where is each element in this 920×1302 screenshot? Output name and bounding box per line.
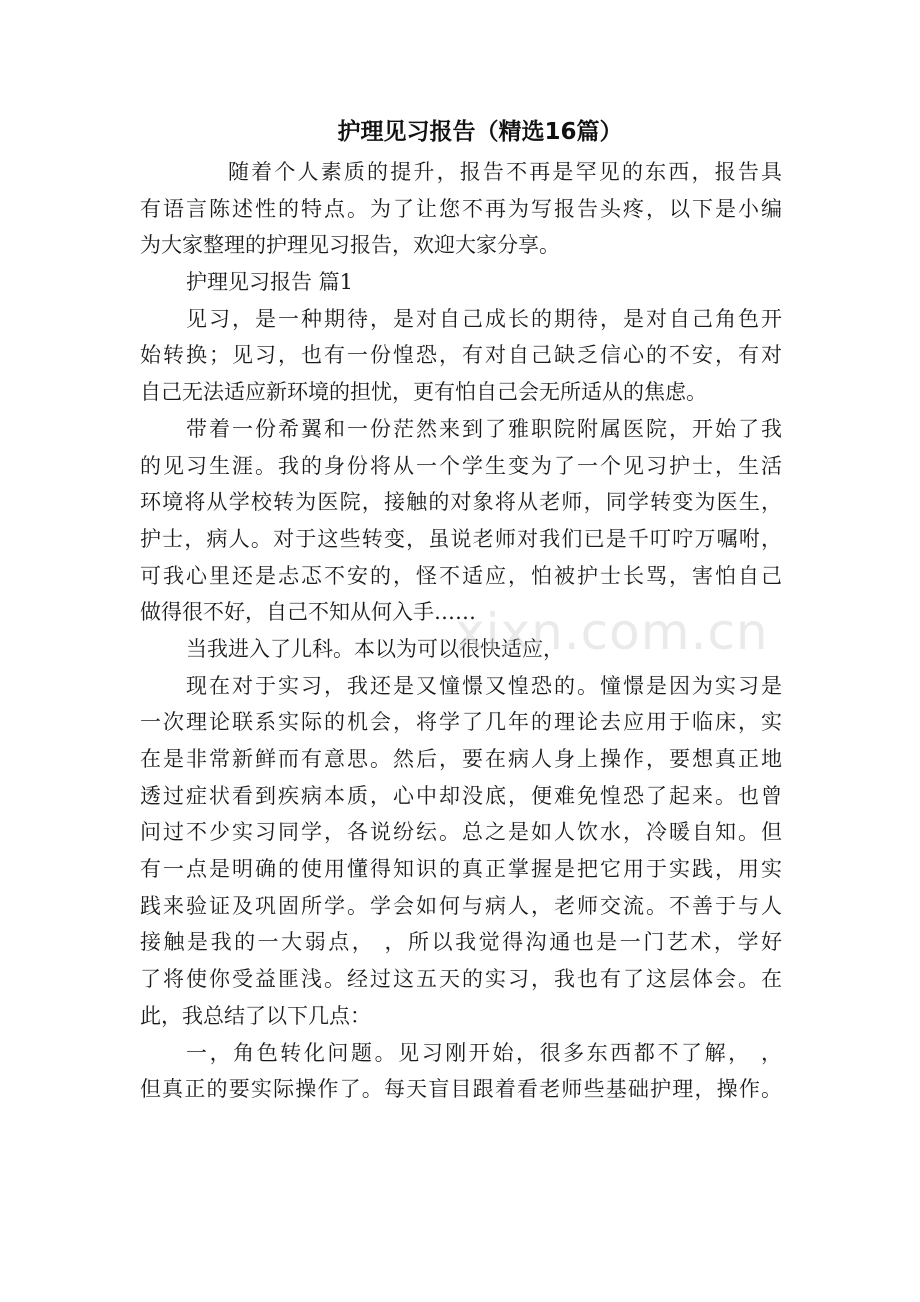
body-line: 一，角色转化问题。见习刚开始，很多东西都不了解， ，: [186, 1040, 782, 1065]
body-line: 为大家整理的护理见习报告，欢迎大家分享。: [140, 233, 560, 258]
body-line: 护士，病人。对于这些转变，虽说老师对我们已是千叮咛万嘱咐，: [140, 526, 782, 551]
document-body: [140, 154, 782, 1108]
watermark: xixn.com.cn: [455, 603, 769, 661]
body-line: 做得很不好，自己不知从何入手……: [140, 600, 476, 625]
body-line: 但真正的要实际操作了。每天盲目跟着看老师些基础护理，操作。: [140, 1077, 782, 1102]
body-line: 接触是我的一大弱点， ，所以我觉得沟通也是一门艺术，学好: [140, 930, 782, 955]
body-line: 有语言陈述性的特点。为了让您不再为写报告头疼，以下是小编: [140, 196, 782, 221]
body-line: 见习，是一种期待，是对自己成长的期待，是对自己角色开: [186, 306, 782, 331]
body-line: 践来验证及巩固所学。学会如何与病人，老师交流。不善于与人: [140, 893, 782, 918]
body-line: 有一点是明确的使用懂得知识的真正掌握是把它用于实践，用实: [140, 857, 782, 882]
body-line: 自己无法适应新环境的担忧，更有怕自己会无所适从的焦虑。: [140, 380, 707, 405]
body-line: 带着一份希翼和一份茫然来到了雅职院附属医院，开始了我: [186, 416, 782, 441]
body-line: 透过症状看到疾病本质，心中却没底，便难免惶恐了起来。也曾: [140, 783, 782, 808]
body-line: 随着个人素质的提升，报告不再是罕见的东西，报告具: [228, 160, 782, 184]
section-heading: 护理见习报告 篇1: [186, 270, 354, 295]
body-line: 了将使你受益匪浅。经过这五天的实习，我也有了这层体会。在: [140, 967, 782, 992]
body-line: 问过不少实习同学，各说纷纭。总之是如人饮水，冷暖自知。但: [140, 820, 782, 845]
document-title: 护理见习报告（精选16篇）: [337, 119, 623, 145]
body-line: 始转换；见习，也有一份惶恐，有对自己缺乏信心的不安，有对: [140, 343, 782, 368]
body-line: 的见习生涯。我的身份将从一个学生变为了一个见习护士，生活: [140, 453, 782, 478]
body-line: 此，我总结了以下几点：: [140, 1003, 371, 1028]
body-line: 现在对于实习，我还是又憧憬又惶恐的。憧憬是因为实习是: [186, 673, 782, 698]
body-line: 当我进入了儿科。本以为可以很快适应，: [186, 636, 564, 661]
body-line: 在是非常新鲜而有意思。然后，要在病人身上操作，要想真正地: [140, 747, 782, 771]
body-line: 可我心里还是忐忑不安的，怪不适应，怕被护士长骂，害怕自己: [140, 563, 782, 588]
body-line: 一次理论联系实际的机会，将学了几年的理论去应用于临床，实: [140, 710, 782, 735]
body-line: 环境将从学校转为医院，接触的对象将从老师，同学转变为医生，: [140, 490, 782, 515]
